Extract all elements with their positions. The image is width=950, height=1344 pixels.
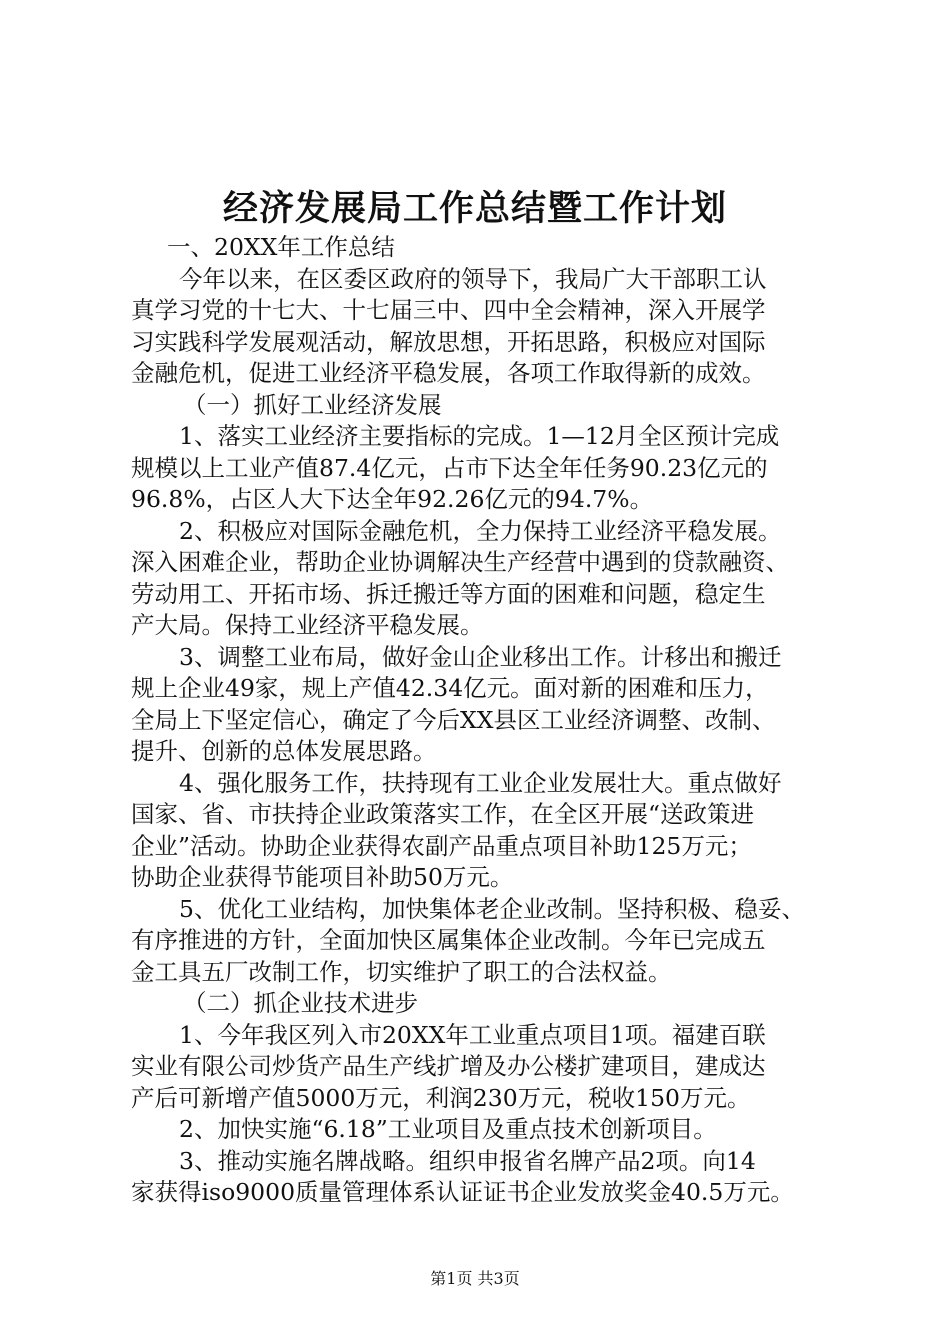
paragraph-line: 国家、省、市扶持企业政策落实工作，在全区开展“送政策进 (131, 800, 755, 828)
paragraph-line: 实业有限公司炒货产品生产线扩增及办公楼扩建项目，建成达 (131, 1052, 766, 1080)
paragraph-line: 1、今年我区列入市20XX年工业重点项目1项。福建百联 (179, 1020, 766, 1049)
paragraph-line: 今年以来，在区委区政府的领导下，我局广大干部职工认 (179, 264, 767, 293)
paragraph-line: 1、落实工业经济主要指标的完成。1—12月全区预计完成 (179, 422, 780, 450)
paragraph-line: 3、推动实施名牌战略。组织申报省名牌产品2项。向14 (179, 1146, 756, 1175)
paragraph-line: 深入困难企业，帮助企业协调解决生产经营中遇到的贷款融资、 (131, 548, 789, 576)
subsection-heading: （二）抓企业技术进步 (183, 989, 418, 1017)
paragraph-line: 提升、创新的总体发展思路。 (131, 737, 437, 765)
paragraph-line: 产大局。保持工业经济平稳发展。 (131, 611, 484, 639)
page-footer: 第1页 共3页 (430, 1269, 520, 1288)
paragraph-line: 金工具五厂改制工作，切实维护了职工的合法权益。 (131, 957, 672, 986)
paragraph-line: 2、加快实施“6.18”工业项目及重点技术创新项目。 (179, 1115, 717, 1143)
paragraph-line: 规模以上工业产值87.4亿元，占市下达全年任务90.23亿元的 (131, 453, 768, 482)
paragraph-line: 家获得iso9000质量管理体系认证证书企业发放奖金40.5万元。 (131, 1178, 794, 1206)
paragraph-line: 5、优化工业结构，加快集体老企业改制。坚持积极、稳妥、 (179, 894, 805, 923)
paragraph-line: 真学习党的十七大、十七届三中、四中全会精神，深入开展学 (131, 296, 766, 324)
paragraph-line: 劳动用工、开拓市场、拆迁搬迁等方面的困难和问题，稳定生 (131, 579, 766, 608)
subsection-heading: （一）抓好工业经济发展 (183, 390, 442, 419)
paragraph-line: 2、积极应对国际金融危机，全力保持工业经济平稳发展。 (179, 516, 782, 545)
paragraph-line: 习实践科学发展观活动，解放思想，开拓思路，积极应对国际 (131, 327, 766, 356)
paragraph-line: 企业”活动。协助企业获得农副产品重点项目补助125万元； (131, 831, 752, 860)
paragraph-line: 96.8%，占区人大下达全年92.26亿元的94.7%。 (131, 485, 654, 513)
paragraph-line: 有序推进的方针，全面加快区属集体企业改制。今年已完成五 (131, 926, 766, 954)
paragraph-line: 3、调整工业布局，做好金山企业移出工作。计移出和搬迁 (179, 642, 782, 671)
paragraph-line: 4、强化服务工作，扶持现有工业企业发展壮大。重点做好 (179, 768, 782, 797)
paragraph-line: 产后可新增产值5000万元，利润230万元，税收150万元。 (131, 1083, 751, 1112)
section-heading: 一、20XX年工作总结 (167, 233, 395, 261)
document-title: 经济发展局工作总结暨工作计划 (222, 188, 727, 229)
paragraph-line: 金融危机，促进工业经济平稳发展，各项工作取得新的成效。 (131, 359, 766, 387)
paragraph-line: 规上企业49家，规上产值42.34亿元。面对新的困难和压力， (131, 674, 769, 702)
paragraph-line: 协助企业获得节能项目补助50万元。 (131, 863, 514, 891)
paragraph-line: 全局上下坚定信心，确定了今后XX县区工业经济调整、改制、 (131, 705, 776, 734)
document-body (131, 232, 831, 1209)
